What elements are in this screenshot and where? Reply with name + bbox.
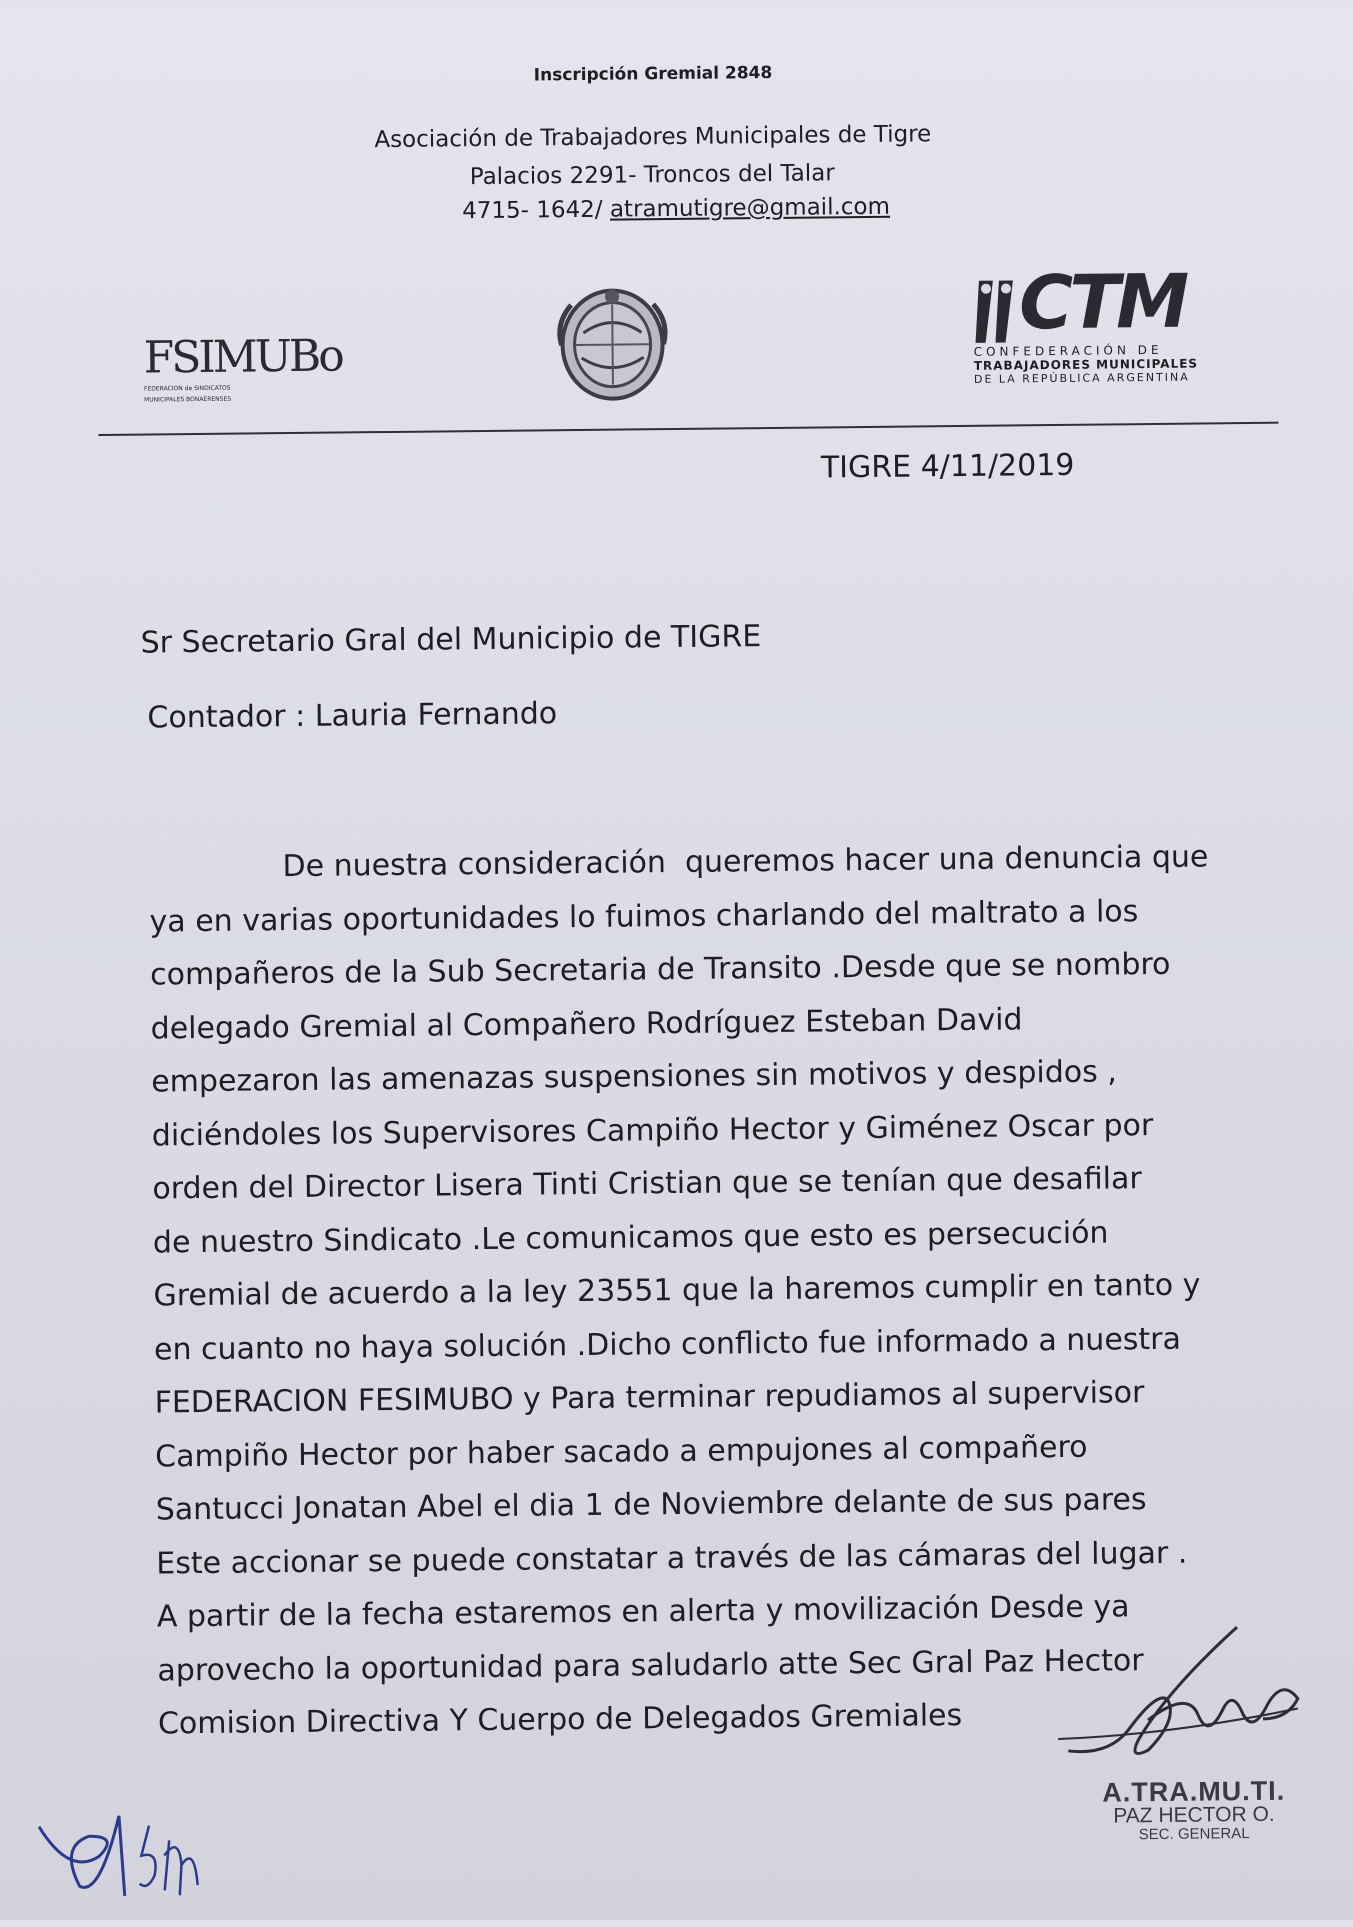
addressee: Sr Secretario Gral del Municipio de TIGRE: [140, 619, 762, 661]
seal-emblem-icon: [553, 282, 672, 405]
handwritten-signature-icon: [1047, 1618, 1309, 1771]
letter-date: TIGRE 4/11/2019: [820, 447, 1075, 486]
stamp-role: SEC. GENERAL: [1138, 1825, 1250, 1844]
body-line: orden del Director Lisera Tinti Cristian que se tenían que desafilar: [152, 1161, 1142, 1207]
body-line: De nuestra consideración queremos hacer una denuncia que: [148, 839, 1209, 886]
body-line: compañeros de la Sub Secretaria de Transito .Desde que se nombro: [149, 946, 1171, 993]
receipt-initials-icon: [29, 1795, 210, 1907]
body-line: ya en varias oportunidades lo fuimos charlando del maltrato a los: [149, 893, 1139, 940]
body-line: Santucci Jonatan Abel el dia 1 de Noviembre delante de sus pares: [155, 1482, 1147, 1528]
body-line: empezaron las amenazas suspensiones sin motivos y despidos ,: [151, 1054, 1118, 1100]
inscription-number: Inscripción Gremial 2848: [533, 62, 773, 86]
fesimubo-logo: [143, 330, 342, 415]
body-line: Comision Directiva Y Cuerpo de Delegados Gremiales: [157, 1698, 963, 1742]
phone-number: 4715- 1642/: [462, 196, 603, 225]
ctm-line-1: CONFEDERACIÓN DE: [973, 342, 1163, 359]
body-line: Campiño Hector por haber sacado a empujones al compañero: [154, 1429, 1088, 1474]
ctm-line-3: DE LA REPÚBLICA ARGENTINA: [973, 370, 1190, 386]
official-stamp: [1069, 1775, 1320, 1844]
addressee-contador: Contador : Lauria Fernando: [147, 696, 558, 736]
body-line: delegado Gremial al Compañero Rodríguez Esteban David: [150, 1001, 1023, 1047]
body-line: Este accionar se puede constatar a través de las cámaras del lugar .: [156, 1535, 1188, 1581]
body-line: aprovecho la oportunidad para saludarlo atte Sec Gral Paz Hector: [157, 1642, 1144, 1688]
email-link[interactable]: atramutigre@gmail.com: [609, 193, 891, 223]
stamp-name: PAZ HECTOR O.: [1113, 1802, 1275, 1828]
fesimubo-subtitle-1: FEDERACION de SINDICATOS: [143, 384, 231, 393]
letter-body: [149, 830, 1238, 1751]
body-line: diciéndoles los Supervisores Campiño Hector y Giménez Oscar por: [151, 1107, 1154, 1154]
fesimubo-subtitle-2: MUNICIPALES BONAERENSES: [144, 395, 232, 404]
body-line: A partir de la fecha estaremos en alerta y movilización Desde ya: [156, 1589, 1130, 1635]
fesimubo-letters: FSIMUBo: [143, 330, 342, 384]
body-line: de nuestro Sindicato .Le comunicamos que esto es persecución: [152, 1214, 1109, 1260]
body-line: Gremial de acuerdo a la ley 23551 que la haremos cumplir en tanto y: [153, 1267, 1201, 1314]
ctm-figures-icon: [973, 276, 1024, 347]
body-line: en cuanto no haya solución .Dicho conflicto fue informado a nuestra: [153, 1321, 1182, 1367]
contact-line: [462, 194, 890, 224]
header-divider: [98, 422, 1278, 436]
ctm-mark: CTM: [1018, 258, 1187, 347]
body-line: FEDERACION FESIMUBO y Para terminar repudiamos al supervisor: [154, 1375, 1145, 1421]
ctm-logo: [973, 258, 1234, 397]
association-name: Asociación de Trabajadores Municipales de Tigre: [374, 121, 932, 154]
stamp-organization: A.TRA.MU.TI.: [1102, 1775, 1286, 1808]
association-address: Palacios 2291- Troncos del Talar: [469, 160, 835, 191]
ctm-line-2: TRABAJADORES MUNICIPALES: [973, 356, 1199, 373]
